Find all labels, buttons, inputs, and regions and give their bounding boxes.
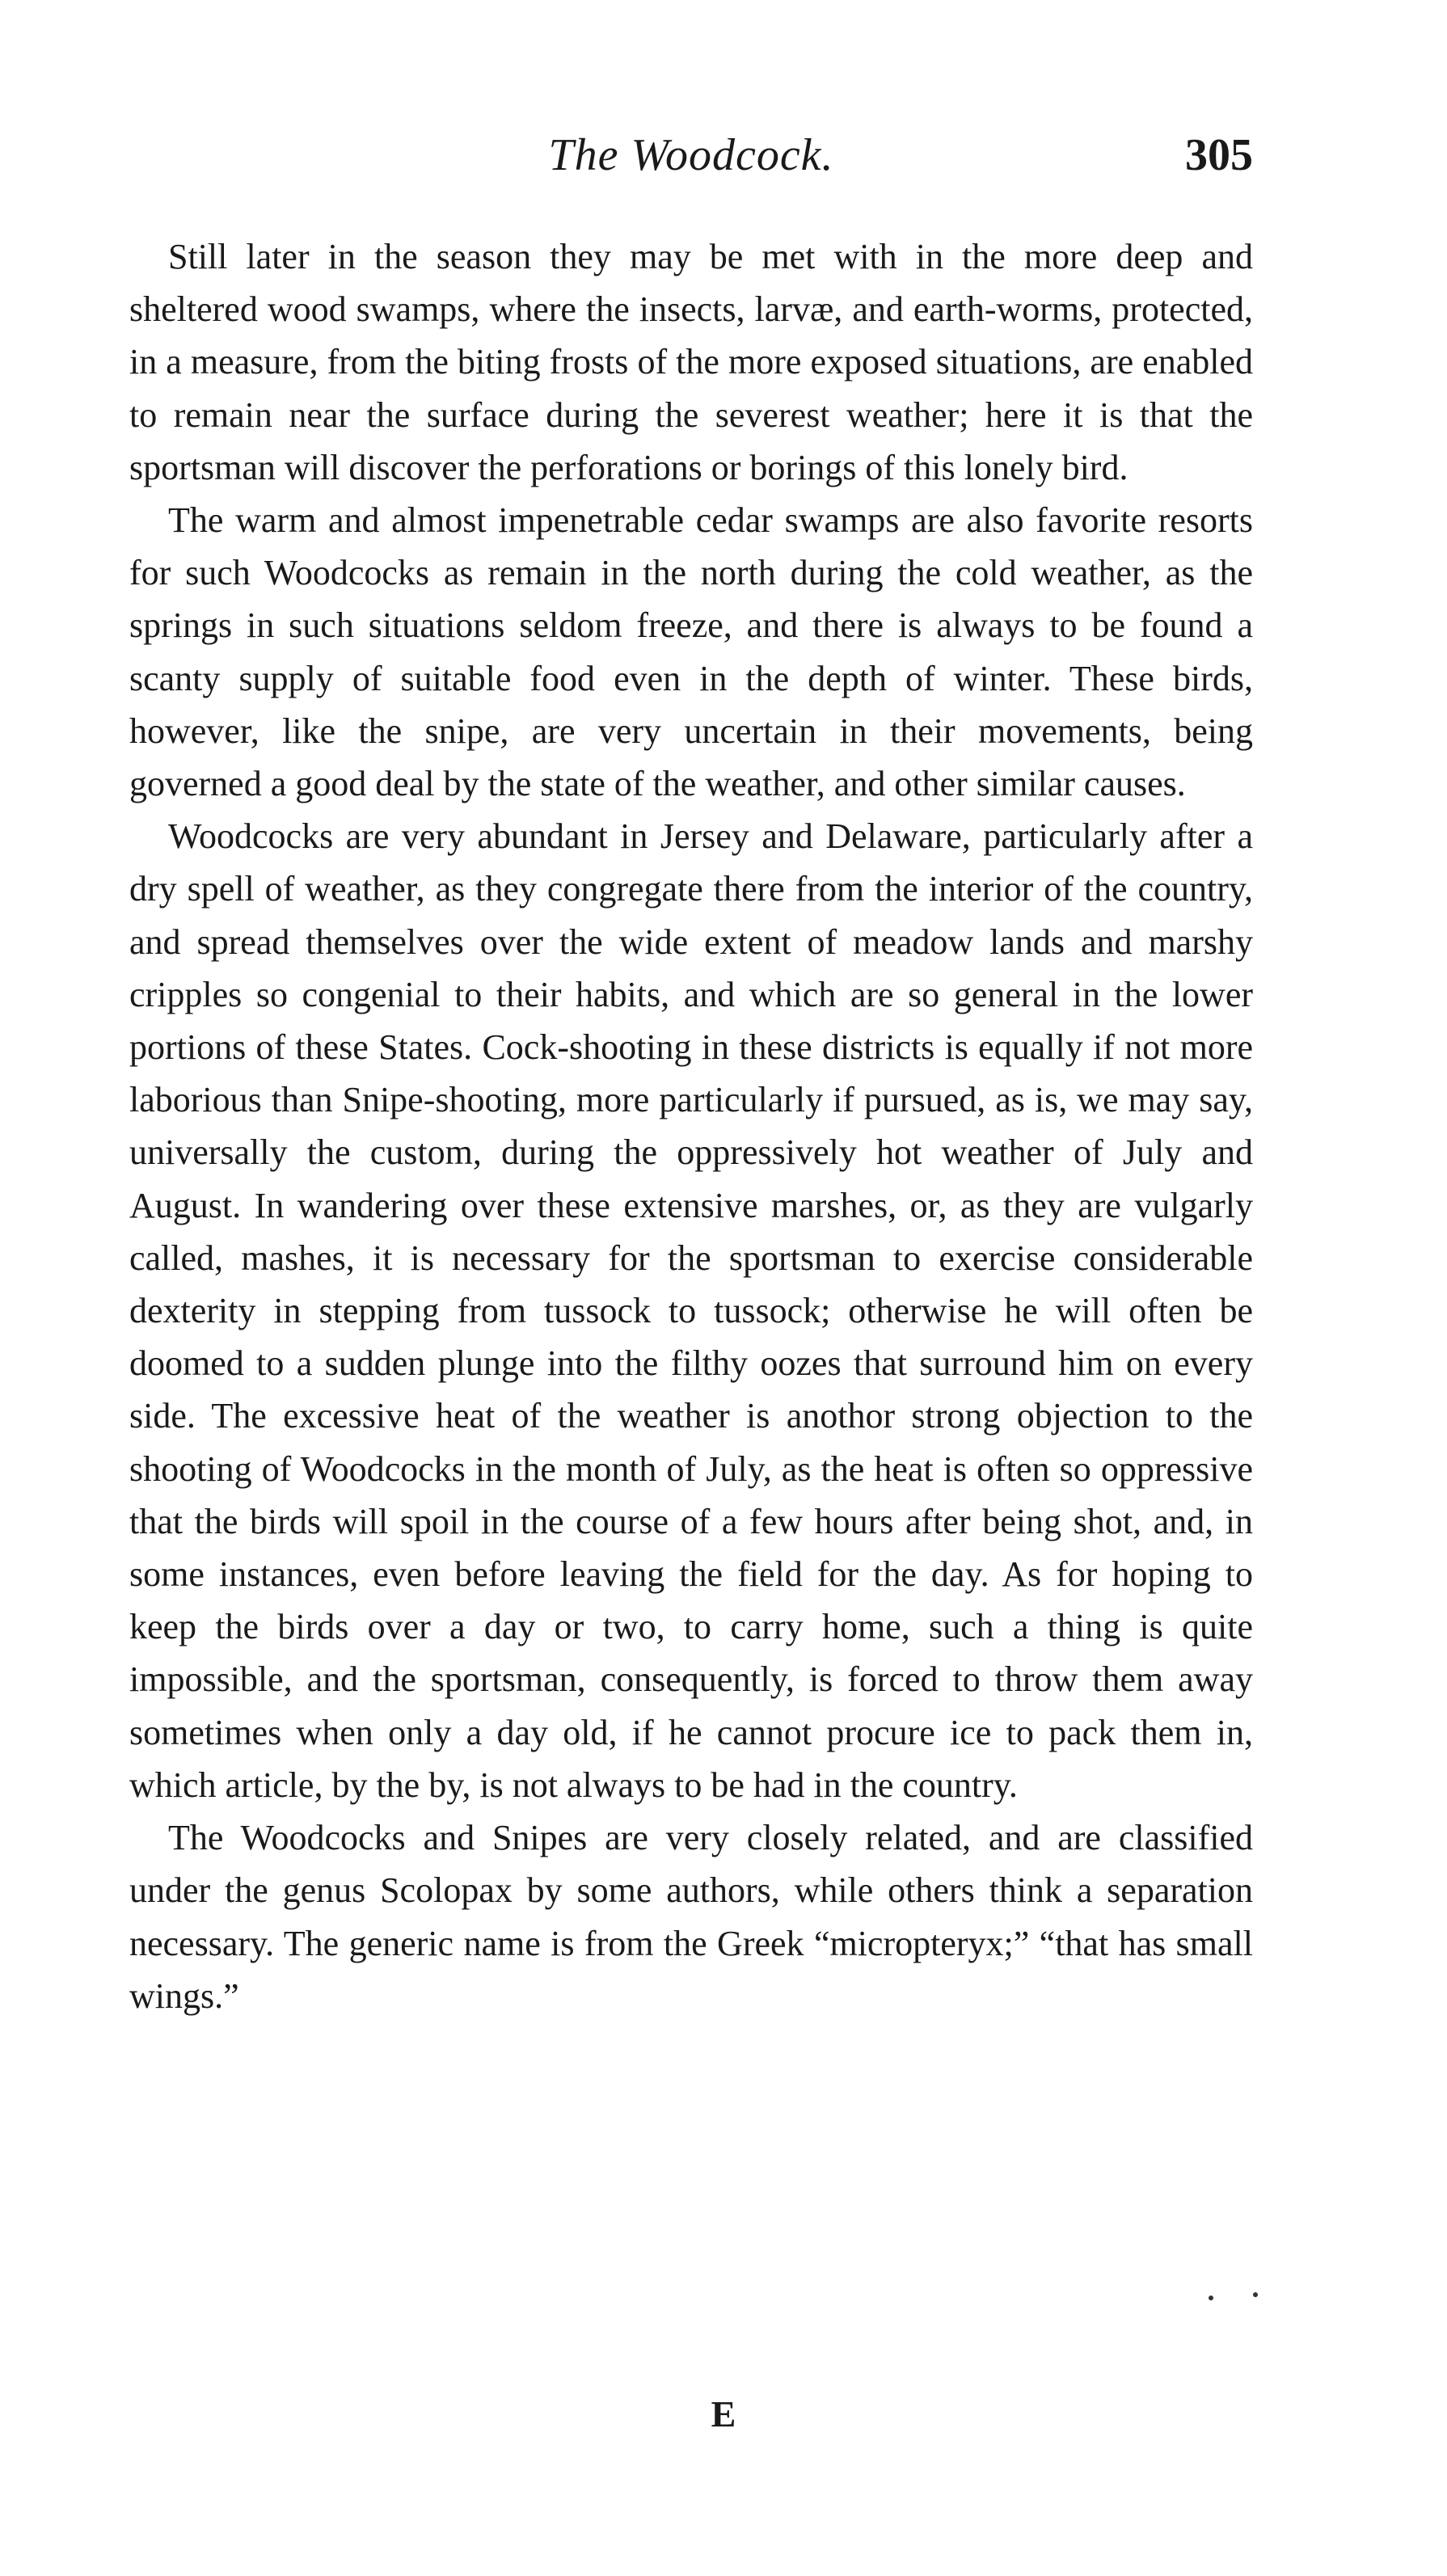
paragraph: Woodcocks are very abundant in Jersey and Delaware, particularly after a dry spell of weather, as they congregate there from the interior of the country, and spread themselves over the wide extent of meadow lands and marshy cripples so congenial to their habits, and which are so general in the lower portions of these States. Cock-shooting in these districts is equally if not more laborious than Snipe-shooting, more particularly if pursued, as is, we may say, universally the custom, during the oppressively hot weather of July and August. In wandering over these extensive marshes, or, as they are vulgarly called, mashes, it is necessary for the sportsman to exercise considerable dexterity in stepping from tussock to tussock; otherwise he will often be doomed to a sudden plunge into the filthy oozes that surround him on every side. The excessive heat of the weather is anothor strong objection to the shooting of Woodcocks in the month of July, as the heat is often so oppressive that the birds will spoil in the course of a few hours after being shot, and, in some instances, even before leaving the field for the day. As for hoping to keep the birds over a day or two, to carry home, such a thing is quite impossible, and the sportsman, consequently, is forced to throw them away sometimes when only a day old, if he cannot procure ice to pack them in, which article, by the by, is not always to be had in the country. [129, 816, 1253, 1805]
page-header [129, 129, 1253, 194]
body-text [129, 230, 1253, 2022]
signature-mark: E [711, 2393, 736, 2435]
print-speck [1253, 2292, 1258, 2297]
running-title: The Woodcock. [548, 130, 834, 180]
print-speck [1209, 2296, 1213, 2300]
paragraph: The warm and almost impenetrable cedar swamps are also favorite resorts for such Woodcocks as remain in the north during the cold weather, as the springs in such situations seldom freeze, and there is always to be found a scanty supply of suitable food even in the depth of winter. These birds, however, like the snipe, are very uncertain in their movements, being governed a good deal by the state of the weather, and other similar causes. [129, 500, 1253, 804]
paragraph: The Woodcocks and Snipes are very closely related, and are classified under the genus Scolopax by some authors, while others think a separation necessary. The generic name is from the Greek “micropteryx;” “that has small wings.” [129, 1818, 1253, 2016]
page-number: 305 [1185, 130, 1253, 180]
paragraph: Still later in the season they may be met with in the more deep and sheltered wood swamps, where the insects, larvæ, and earth-worms, protected, in a measure, from the biting frosts of the more exposed situations, are enabled to remain near the surface during the severest weather; here it is that the sportsman will discover the perforations or borings of this lonely bird. [129, 237, 1253, 487]
